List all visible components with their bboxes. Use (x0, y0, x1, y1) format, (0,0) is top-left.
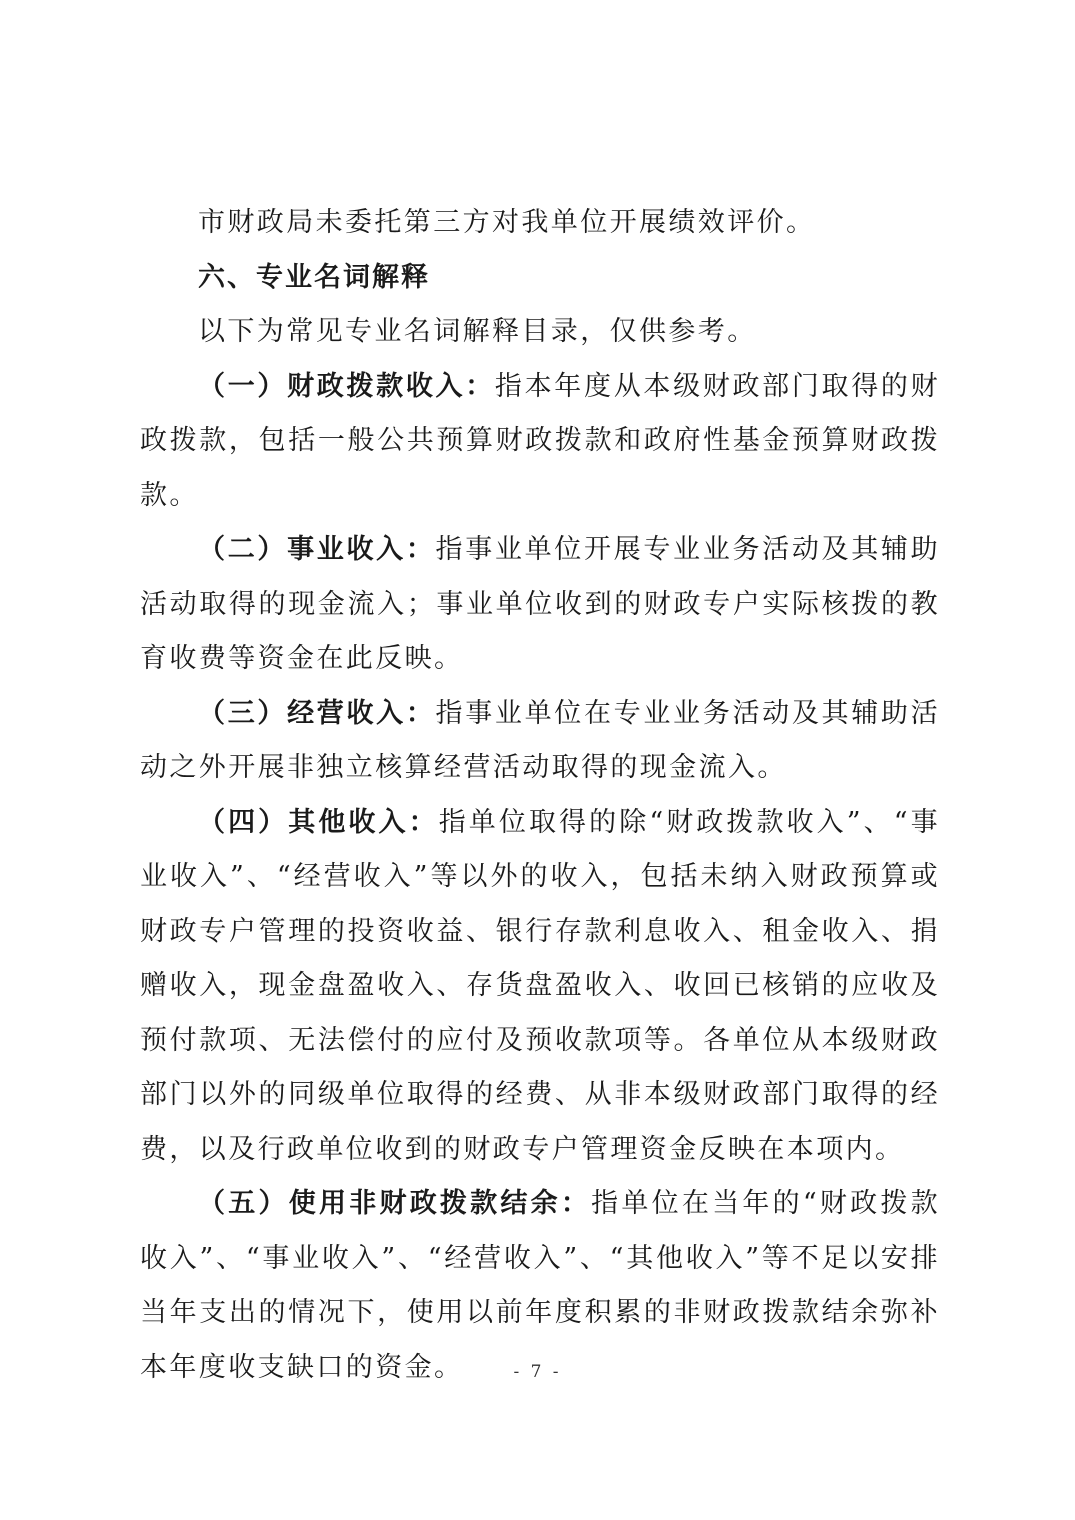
definition-item (140, 687, 940, 796)
definition-term: （二）事业收入： (198, 534, 436, 565)
definition-text: 指事业单位在专业业务活动及其辅助活动之外开展非独立核算经营活动取得的现金流入。 (140, 697, 940, 783)
intro-paragraph: 市财政局未委托第三方对我单位开展绩效评价。 (198, 207, 816, 238)
definition-text: 指本年度从本级财政部门取得的财政拨款，包括一般公共预算财政拨款和政府性基金预算财政拨款。 (140, 370, 941, 511)
definition-item (140, 360, 940, 524)
definition-text: 指单位在当年的“财政拨款收入”、“事业收入”、“经营收入”、“其他收入”等不足以安排当年支出的情况下，使用以前年度积累的非财政拨款结余弥补本年度收支缺口的资金。 (140, 1188, 940, 1383)
definition-text: 指事业单位开展专业业务活动及其辅助活动取得的现金流入；事业单位收到的财政专户实际核拨的教育收费等资金在此反映。 (140, 534, 940, 674)
definition-item (140, 796, 940, 1178)
section-heading: 六、专业名词解释 (198, 261, 430, 293)
page-number: - 7 - (513, 1362, 562, 1382)
page-body (140, 196, 940, 1395)
definition-term: （三）经营收入： (198, 697, 436, 729)
definition-text: 指单位取得的除“财政拨款收入”、“事业收入”、“经营收入”等以外的收入，包括未纳入财政预算或财政专户管理的投资收益、银行存款利息收入、租金收入、捐赠收入，现金盘盈收入、存货盘盈收入、收回已核销的应收及预付款项、无法偿付的应付及预收款项等。各单位从本级财政部门以外的同级单位取得的经费、从非本级财政部门取得的经费，以及行政单位收到的财政专户管理资金反映在本项内。 (140, 806, 940, 1165)
section-intro: 以下为常见专业名词解释目录，仅供参考。 (198, 316, 757, 347)
definition-term: （四）其他收入： (198, 806, 439, 838)
definition-term: （五）使用非财政拨款结余： (198, 1188, 592, 1219)
definition-item (140, 523, 940, 687)
definition-term: （一）财政拨款收入： (198, 370, 495, 402)
